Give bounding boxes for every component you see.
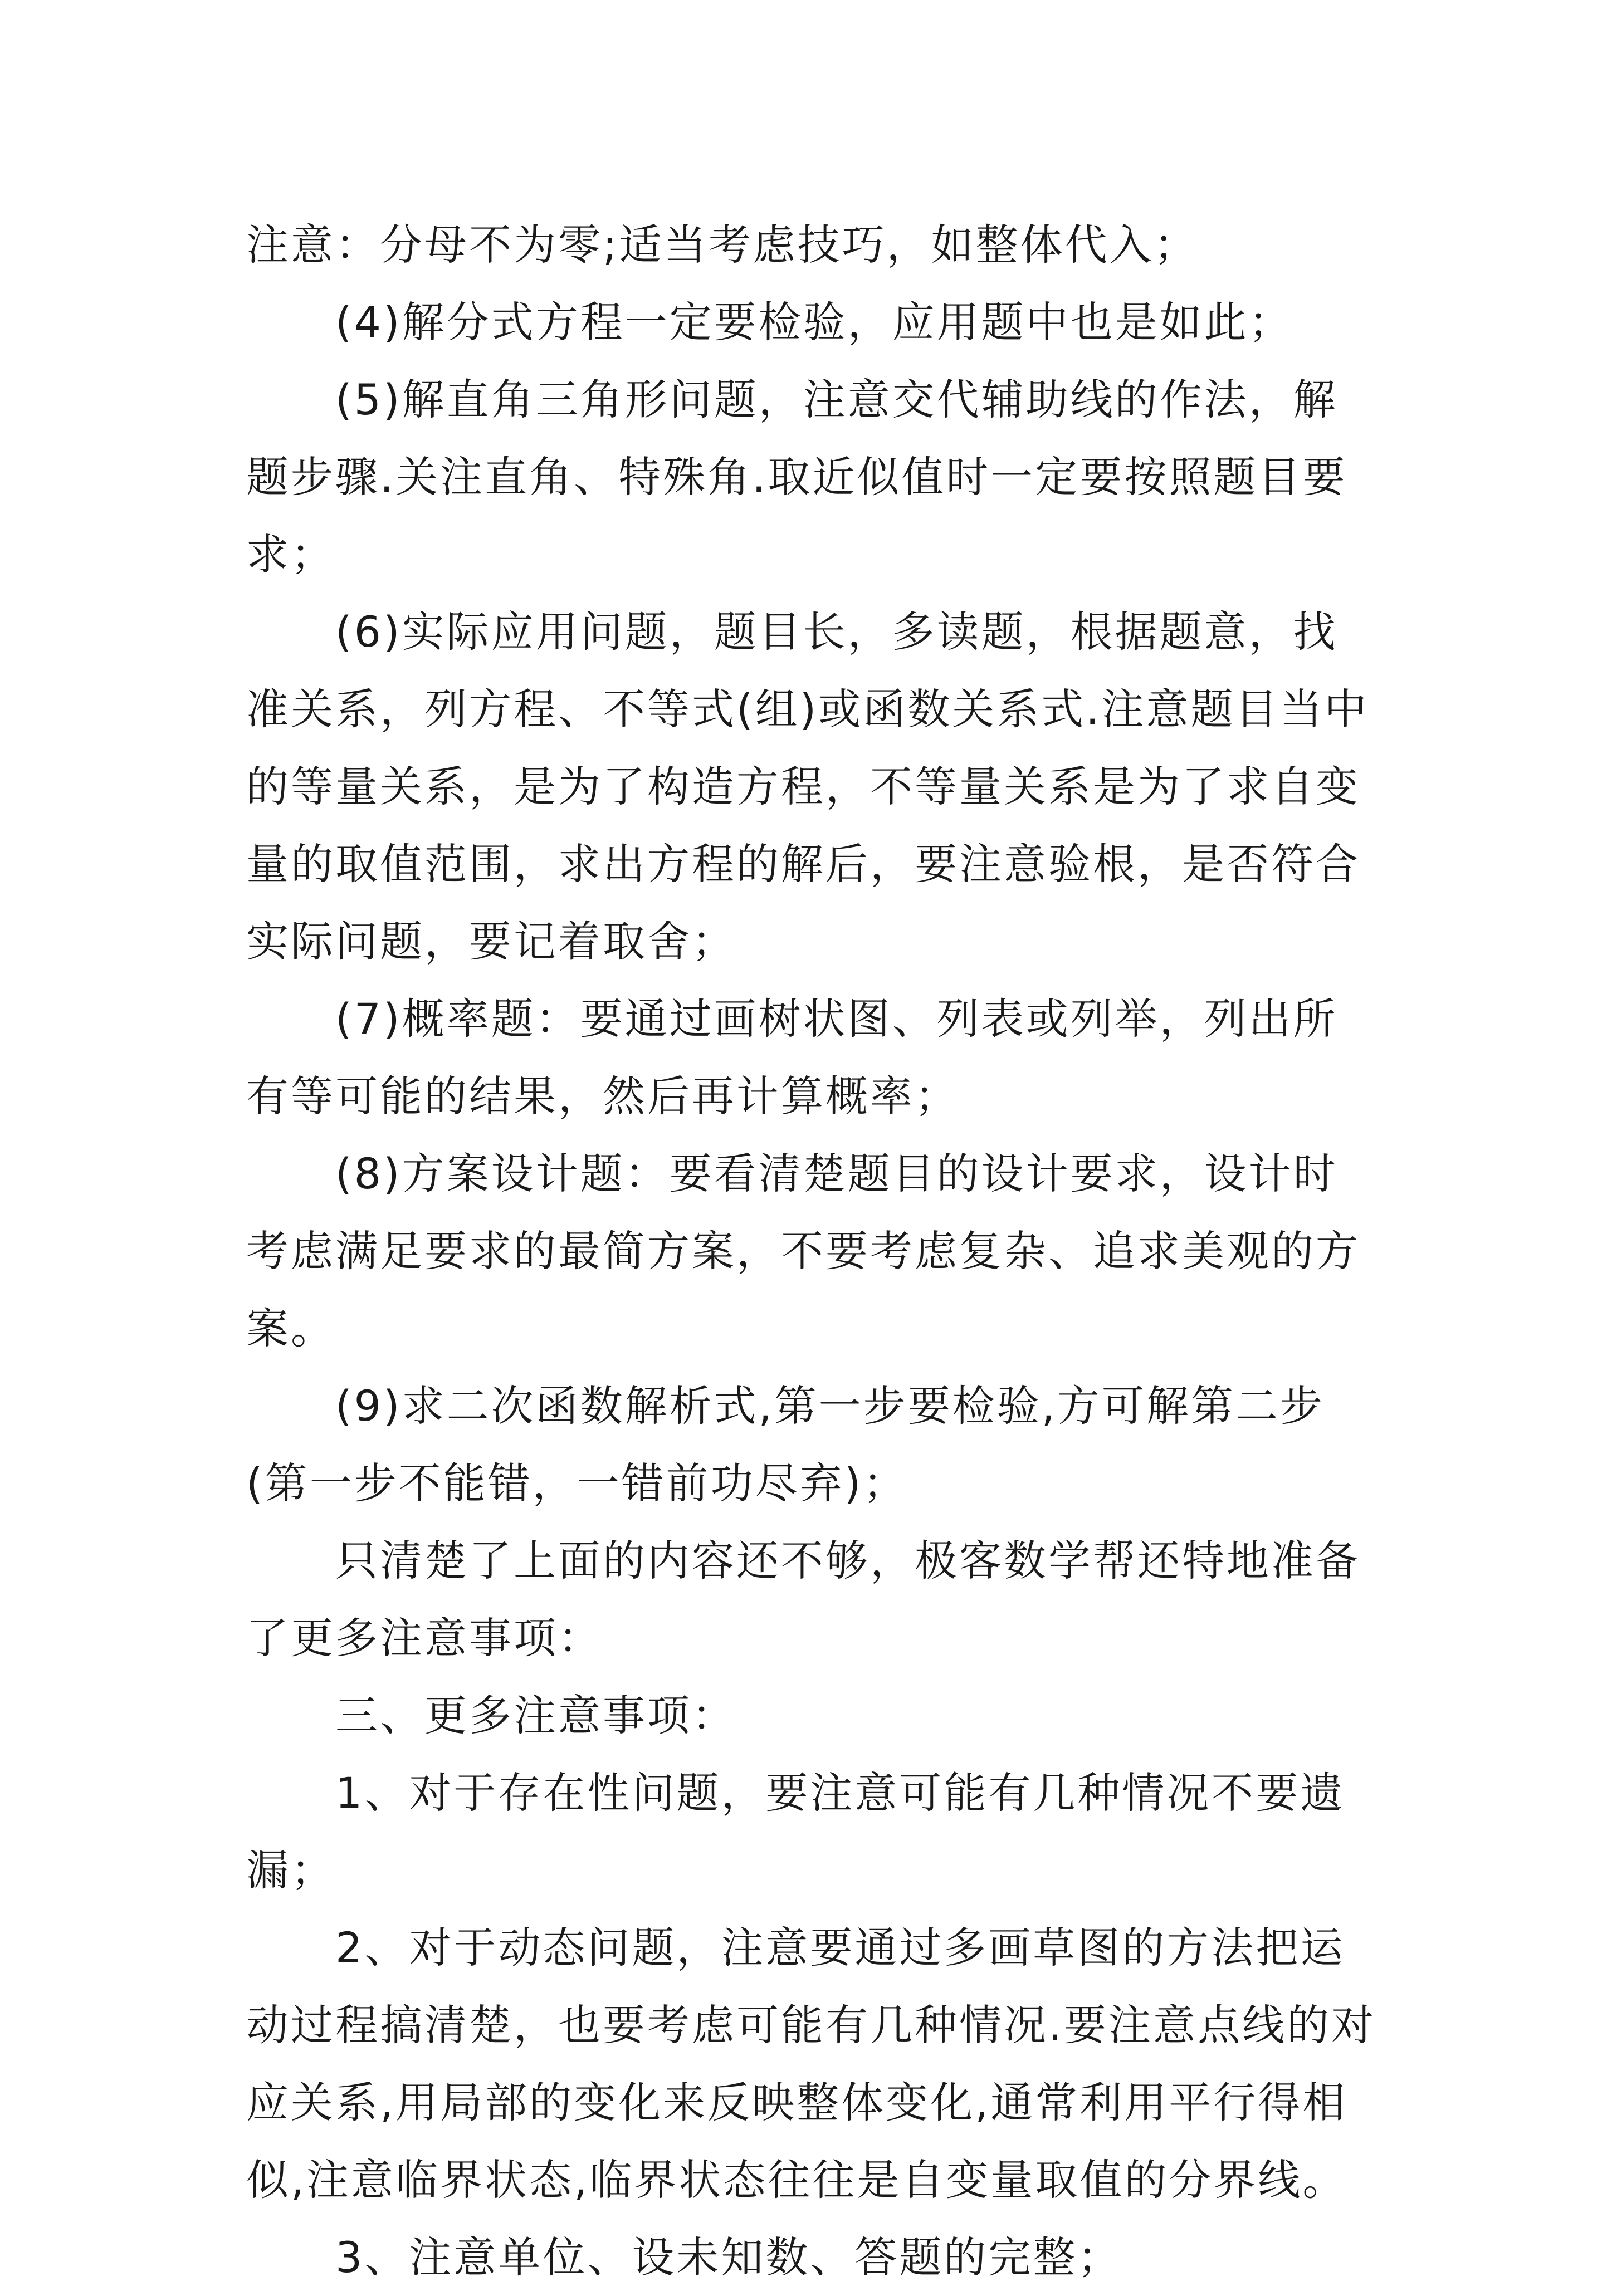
paragraph-item-7: (7)概率题：要通过画树状图、列表或列举，列出所有等可能的结果，然后再计算概率； <box>246 994 1338 1121</box>
paragraph-note-1: 1、对于存在性问题，要注意可能有几种情况不要遗漏； <box>246 1768 1345 1895</box>
paragraph-item-4: (4)解分式方程一定要检验，应用题中也是如此； <box>335 297 1293 347</box>
document-body <box>246 206 1377 2296</box>
paragraph-transition: 只清楚了上面的内容还不够，极客数学帮还特地准备了更多注意事项： <box>246 1536 1360 1663</box>
paragraph-note-3: 3、注意单位、设未知数、答题的完整； <box>335 2233 1122 2282</box>
section-heading: 三、更多注意事项： <box>335 1691 736 1740</box>
paragraph-continuation: 注意：分母不为零;适当考虑技巧，如整体代入； <box>246 220 1199 270</box>
paragraph-item-9: (9)求二次函数解析式,第一步要检验,方可解第二步(第一步不能错，一错前功尽弃)； <box>246 1381 1325 1508</box>
paragraph-item-5: (5)解直角三角形问题，注意交代辅助线的作法，解题步骤.关注直角、特殊角.取近似值时一定要按照题目要求； <box>246 375 1347 579</box>
paragraph-item-8: (8)方案设计题：要看清楚题目的设计要求，设计时考虑满足要求的最简方案，不要考虑复杂、追求美观的方案。 <box>246 1149 1360 1353</box>
paragraph-note-2: 2、对于动态问题，注意要通过多画草图的方法把运动过程搞清楚，也要考虑可能有几种情况.要注意点线的对应关系,用局部的变化来反映整体变化,通常利用平行得相似,注意临界状态,临界状态往往是自变量取值的分界线。 <box>246 1923 1376 2205</box>
paragraph-item-6: (6)实际应用问题，题目长，多读题，根据题意，找准关系，列方程、不等式(组)或函数关系式.注意题目当中的等量关系，是为了构造方程，不等量关系是为了求自变量的取值范围，求出方程的解后，要注意验根，是否符合实际问题，要记着取舍； <box>246 607 1369 966</box>
